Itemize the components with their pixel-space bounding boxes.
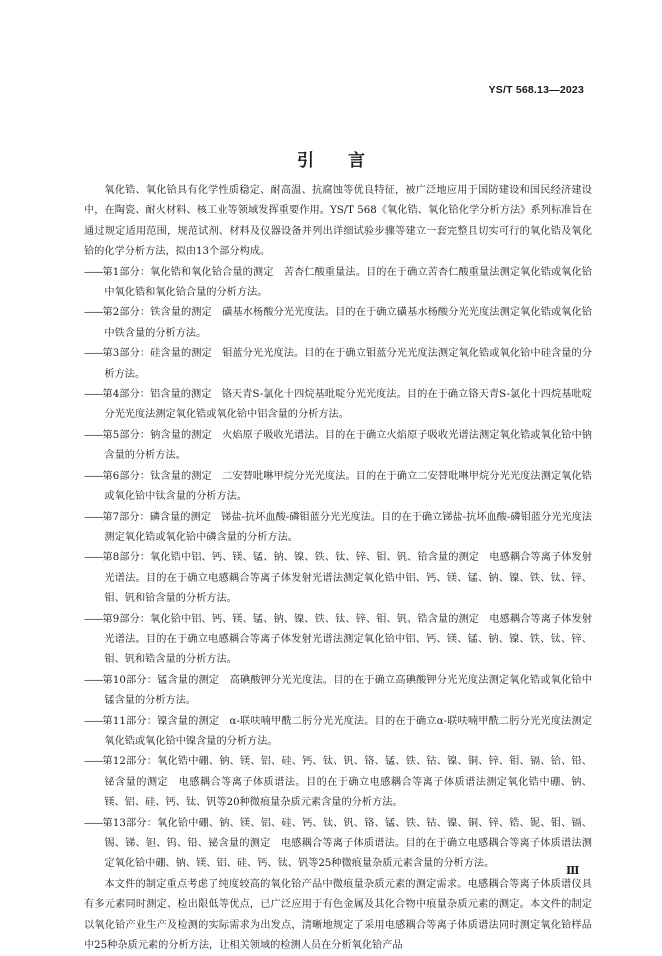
list-dash: —— [84, 756, 103, 768]
document-body [84, 181, 592, 956]
list-item-text: 第9部分：氧化铪中铝、钙、镁、锰、钠、镍、铁、钛、锌、钼、钒、锆含量的测定 电感耦合等离子体发射光谱法。目的在于确立电感耦合等离子体发射光谱法测定氧化铪中铝、钙、镁、锰、钠、镍、铁、钛、锌、钼、钒和锆含量的分析方法。 [102, 613, 592, 666]
list-dash: —— [84, 715, 103, 727]
list-dash: —— [84, 307, 103, 319]
list-item [84, 610, 592, 671]
list-item [84, 263, 592, 304]
list-dash: —— [84, 511, 103, 523]
list-item-text: 第5部分：钠含量的测定 火焰原子吸收光谱法。目的在于确立火焰原子吸收光谱法测定氧化锆或氧化铪中钠含量的分析方法。 [102, 429, 592, 462]
list-item [84, 712, 592, 753]
list-item-text: 第6部分：钛含量的测定 二安替吡啉甲烷分光光度法。目的在于确立二安替吡啉甲烷分光光度法测定氧化锆或氧化铪中钛含量的分析方法。 [102, 470, 592, 503]
list-item-text: 第1部分：氧化锆和氧化铪合量的测定 苦杏仁酸重量法。目的在于确立苦杏仁酸重量法测定氧化锆或氧化铪中氧化锆和氧化铪合量的分析方法。 [102, 266, 592, 299]
list-dash: —— [84, 348, 103, 360]
list-item-text: 第10部分：锰含量的测定 高碘酸钾分光光度法。目的在于确立高碘酸钾分光光度法测定氧化锆或氧化铪中锰含量的分析方法。 [102, 674, 592, 707]
list-dash: —— [84, 817, 103, 829]
list-item-text: 第12部分：氧化锆中硼、钠、镁、铝、硅、钙、钛、钒、铬、锰、铁、钴、镍、铜、锌、钼、镉、铪、铅、铋含量的测定 电感耦合等离子体质谱法。目的在于确立电感耦合等离子体质谱法测定氧化锆中硼、钠、镁、铝、硅、钙、钛、钒等20种微痕量杂质元素含量的分析方法。 [102, 756, 592, 809]
list-dash: —— [84, 470, 103, 482]
list-dash: —— [84, 429, 103, 441]
page-title: 引言 [297, 151, 399, 171]
list-item-text: 第3部分：硅含量的测定 钼蓝分光光度法。目的在于确立钼蓝分光光度法测定氧化锆或氧化铪中硅含量的分析方法。 [102, 348, 592, 380]
list-dash: —— [84, 389, 103, 401]
list-item [84, 671, 592, 712]
list-dash: —— [84, 674, 103, 686]
list-item [84, 467, 592, 508]
list-item [84, 752, 592, 813]
list-item-text: 第11部分：镍含量的测定 α-联呋喃甲酰二肟分光光度法。目的在于确立α-联呋喃甲酰二肟分光光度法测定氧化锆或氧化铪中镍含量的分析方法。 [102, 715, 592, 747]
list-item [84, 385, 592, 426]
list-item [84, 303, 592, 344]
list-item-text: 第8部分：氧化锆中铝、钙、镁、锰、钠、镍、铁、钛、锌、钼、钒、铪含量的测定 电感耦合等离子体发射光谱法。目的在于确立电感耦合等离子体发射光谱法测定氧化锆中铝、钙、镁、锰、钠、镍、铁、钛、锌、钼、钒和铪含量的分析方法。 [102, 552, 592, 605]
list-dash: —— [84, 552, 103, 564]
list-item [84, 508, 592, 549]
list-dash: —— [84, 613, 103, 625]
list-dash: —— [84, 266, 103, 278]
list-item-text: 第4部分：铝含量的测定 铬天青S-氯化十四烷基吡啶分光光度法。目的在于确立铬天青S-氯化十四烷基吡啶分光光度法测定氧化锆或氧化铪中铝含量的分析方法。 [102, 389, 592, 421]
list-item [84, 344, 592, 385]
list-item-text: 第2部分：铁含量的测定 磺基水杨酸分光光度法。目的在于确立磺基水杨酸分光光度法测定氧化锆或氧化铪中铁含量的分析方法。 [102, 307, 592, 339]
standard-number: YS/T 568.13—2023 [488, 84, 584, 96]
intro-paragraph: 氧化锆、氧化铪具有化学性质稳定、耐高温、抗腐蚀等优良特征，被广泛地应用于国防建设和国民经济建设中，在陶瓷、耐火材料、核工业等领域发挥重要作用。YS/T 568《氧化锆、氧化铪化学分析方法》系列标准旨在通过规定适用范围，规范试剂、材料及仪器设备并列出详细试验步骤等建立一套完整且切实可行的氧化锆及氧化铪的化学分析方法，拟由13个部分构成。 [84, 185, 592, 258]
list-item [84, 426, 592, 467]
list-item-text: 第13部分：氧化铪中硼、钠、镁、铝、硅、钙、钛、钒、铬、锰、铁、钴、镍、铜、锌、锆、铌、钼、镉、锡、锑、钽、钨、铅、铋含量的测定 电感耦合等离子体质谱法。目的在于确立电感耦合等离子体质谱法测定氧化铪中硼、钠、镁、铝、硅、钙、钛、钒等25种微痕量杂质元素含量的分析方法。 [102, 817, 592, 870]
list-item [84, 814, 592, 875]
list-item-text: 第7部分：磷含量的测定 锑盐-抗坏血酸-磷钼蓝分光光度法。目的在于确立锑盐-抗坏血酸-磷钼蓝分光光度法测定氧化锆或氧化铪中磷含量的分析方法。 [102, 511, 592, 543]
closing-paragraph: 本文件的制定重点考虑了纯度较高的氧化铪产品中微痕量杂质元素的测定需求。电感耦合等离子体质谱仪具有多元素同时测定、检出限低等优点，已广泛应用于有色金属及其化合物中痕量杂质元素的测定。本文件的制定以氧化铪产业生产及检测的实际需求为出发点，清晰地规定了采用电感耦合等离子体质谱法同时测定氧化铪样品中25种杂质元素的分析方法，让相关领域的检测人员在分析氧化铪产品 [84, 878, 592, 952]
list-item [84, 548, 592, 609]
page-number: Ⅲ [566, 864, 580, 877]
